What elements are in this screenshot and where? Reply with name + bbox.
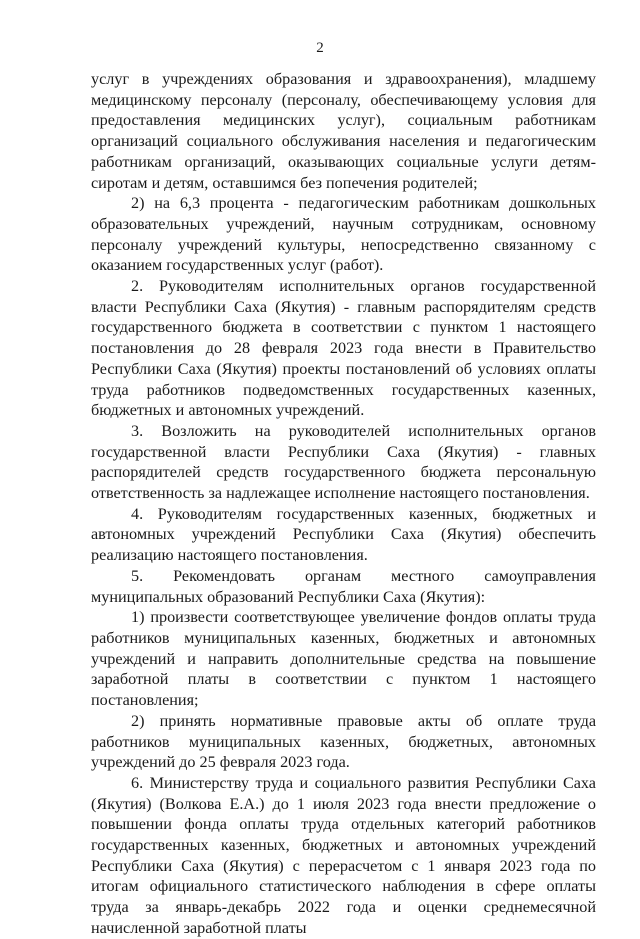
paragraph-item-6: 6. Министерству труда и социального развития Республики Саха (Якутия) (Волкова Е.А.) до 1 июля 2023 года внести предложение о повышении фонда оплаты труда отдельных категорий работников государственных казенных, бюджетных и автономных учреждений Республики Саха (Якутия) с перерасчетом с 1 января 2023 года по итогам официального статистического наблюдения в сфере оплаты труда за январь-декабрь 2022 года и оценки среднемесячной начисленной заработной платы: [91, 773, 596, 937]
document-body: [91, 69, 596, 939]
page-number: 2: [316, 40, 324, 56]
paragraph-item-3: 3. Возложить на руководителей исполнительных органов государственной власти Республики Саха (Якутия) - главных распорядителей средств государственного бюджета персональную ответственность за надлежащее исполнение настоящего постановления.: [91, 421, 596, 503]
paragraph-item-5: 5. Рекомендовать органам местного самоуправления муниципальных образований Республики Саха (Якутия):: [91, 566, 596, 606]
paragraph-item-5-subitem-2: 2) принять нормативные правовые акты об оплате труда работников муниципальных казенных, бюджетных, автономных учреждений до 25 февраля 2023 года.: [91, 711, 596, 772]
paragraph-item-5-subitem-1: 1) произвести соответствующее увеличение фондов оплаты труда работников муниципальных казенных, бюджетных и автономных учреждений и направить дополнительные средства на повышение заработной платы в соответствии с пунктом 1 настоящего постановления;: [91, 608, 596, 710]
paragraph-item-2: 2. Руководителям исполнительных органов государственной власти Республики Саха (Якутия) - главным распорядителям средств государственного бюджета в соответствии с пунктом 1 настоящего постановления до 28 февраля 2023 года внести в Правительство Республики Саха (Якутия) проекты постановлений об условиях оплаты труда работников подведомственных государственных казенных, бюджетных и автономных учреждений.: [91, 277, 596, 420]
paragraph-item-4: 4. Руководителям государственных казенных, бюджетных и автономных учреждений Республики Саха (Якутия) обеспечить реализацию настоящего постановления.: [91, 504, 596, 565]
paragraph-subitem-2: 2) на 6,3 процента - педагогическим работникам дошкольных образовательных учреждений, научным сотрудникам, основному персоналу учреждений культуры, непосредственно связанному с оказанием государственных услуг (работ).: [91, 194, 596, 275]
paragraph-continuation: услуг в учреждениях образования и здравоохранения), младшему медицинскому персоналу (персоналу, обеспечивающему условия для предоставления медицинских услуг), социальным работникам организаций социального обслуживания населения и педагогическим работникам организаций, оказывающих социальные услуги детям-сиротам и детям, оставшимся без попечения родителей;: [91, 70, 596, 192]
